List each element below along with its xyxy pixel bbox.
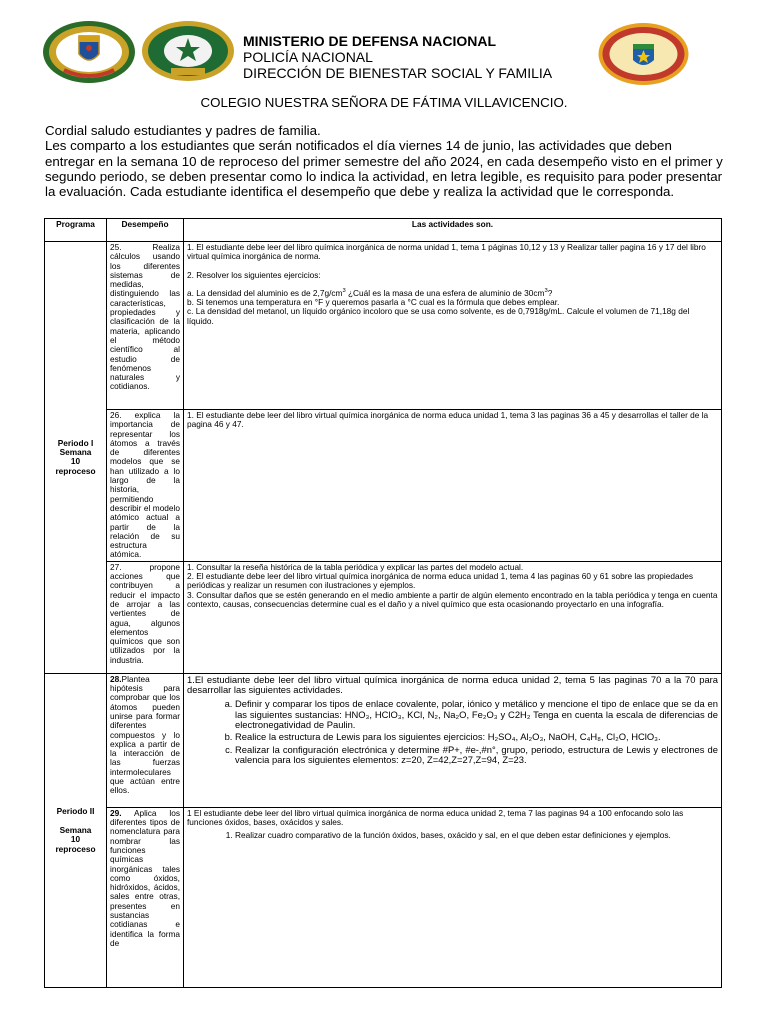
colegio-fatima-seal (597, 22, 690, 86)
period-label-line: reproceso (55, 843, 96, 854)
ministry-name: MINISTERIO DE DEFENSA NACIONAL (243, 33, 497, 49)
actividades-29 (184, 807, 722, 987)
activities-table (44, 218, 722, 988)
desempeno-number: 29. (110, 807, 122, 818)
activity-item: 1. Realizar cuadro comparativo de la función óxidos, bases, oxácido y sal, en el que deben estar definiciones y ejemplos. (235, 831, 718, 840)
bienestar-social-seal (141, 20, 235, 82)
actividades-26 (184, 410, 722, 562)
activity-text: a. La densidad del aluminio es de $2,7g/cm^3$ ¿Cuál es la masa de una esfera de aluminio de $30cm^3$? (187, 287, 553, 298)
period-label-line: reproceso (55, 465, 96, 476)
policia-nacional-seal (42, 20, 136, 84)
desempeno-25: 25. Realiza cálculos usando los diferentes sistemas de medidas, distinguiendo las características, propiedades y clasificación de la materia, aplicando el método científico al estudio de fenómenos naturales y cotidianos. (107, 242, 184, 410)
desempeno-26: 26. explica la importancia de representar los átomos a través de diferentes modelos que se han utilizado a lo largo de la historia, permitiendo describir el modelo atómico actual a partir de la relación de su estructura atómica. (107, 410, 184, 562)
activity-list (187, 699, 718, 765)
ministry-heading (243, 33, 583, 81)
desempeno-29 (107, 807, 184, 987)
actividades-27 (184, 561, 722, 673)
activity-text: 1.El estudiante debe leer del libro virtual química inorgánica de norma educa unidad 2, tema 5 las paginas 70 a la 70 para desarrollar las siguientes actividades. (187, 673, 718, 696)
table-row (45, 807, 722, 987)
activity-list (187, 831, 718, 840)
period-label-line: 10 (70, 456, 81, 467)
desempeno-text: Aplica los diferentes tipos de nomenclatura para nombrar las funciones químicas inorgánicas tales como óxidos, hidróxidos, ácidos, sales entre otras, presentes en sustancias cotidianas e identifica la forma de (110, 807, 180, 948)
period-label-line: Periodo I (57, 437, 94, 448)
intro-text (45, 123, 725, 199)
table-row (45, 561, 722, 673)
activity-text: 3. Consultar daños que se estén generando en el medio ambiente a partir de algún elemento encontrado en la tabla periódica y tenga en cuenta contexto, causas, consecuencias determine cual es el daño y a nivel químico que esta ocasionando proyectarlo en una infografía. (187, 589, 718, 609)
desempeno-27: 27. propone acciones que contribuyen a reducir el impacto de arrojar a las vertientes de agua, algunos elementos químicos que son utilizados por la industria. (107, 561, 184, 673)
activity-text-part: ? (547, 287, 553, 298)
activity-item: a. Definir y comparar los tipos de enlace covalente, polar, iónico y metálico y mencione el tipo de enlace que se da en las siguientes sustancias: HNO₃, HClO₃, KCl, N₂, Na₂O, Fe₂O₃ y C2H₂ Tenga en cuenta la escala de diferencias de electronegatividad de Paulin. (235, 699, 718, 730)
period-label-line: Semana (59, 824, 92, 835)
table-header-row (45, 219, 722, 242)
activity-text: 1 El estudiante debe leer del libro virtual química inorgánica de norma educa unidad 2, tema 7 las paginas 94 a 100 enfocando solo las funciones óxidos, bases, oxácidos y sales. (187, 807, 684, 828)
actividades-25 (184, 242, 722, 410)
activity-text-part: a. La densidad del aluminio es de 2,7g/cm (187, 287, 343, 298)
page-header (0, 0, 768, 90)
period-2-label (48, 807, 103, 854)
table-row (45, 410, 722, 562)
desempeno-28 (107, 673, 184, 807)
directorate-name: DIRECCIÓN DE BIENESTAR SOCIAL Y FAMILIA (243, 65, 553, 81)
activity-text: 2. Resolver los siguientes ejercicios: (187, 269, 321, 280)
period-label-line: Semana (59, 447, 92, 458)
desempeno-text: Plantea hipótesis para comprobar que los átomos pueden unirse para formar diferentes compuestos y lo explica a partir de la interacción de las fuerzas intermoleculares que actúan entre ellos. (110, 673, 180, 796)
activity-item: b. Realice la estructura de Lewis para los siguientes ejercicios: H₂SO₄, Al₂O₃, NaOH, C₄H₈, Cl₂O, HClO₃. (235, 732, 718, 742)
activity-text: 2. El estudiante debe leer del libro virtual química inorgánica de norma educa unidad 1, tema 4 las paginas 60 y 61 sobre las propiedades periódicas y realizar un resumen con ilustraciones y ejemplos. (187, 571, 693, 591)
desempeno-number: 28. (110, 673, 122, 684)
police-name: POLICÍA NACIONAL (243, 49, 373, 65)
period-label-line: Periodo II (56, 805, 95, 816)
school-title: COLEGIO NUESTRA SEÑORA DE FÁTIMA VILLAVICENCIO. (200, 95, 568, 110)
intro-body: Les comparto a los estudiantes que serán notificados el día viernes 14 de junio, las actividades que deben entregar en la semana 10 de reproceso del primer semestre del año 2024, en cada desempeño visto en el primer y segundo periodo, se deben presentar como lo indica la actividad, en letra legible, es requisito para poder presentar la evaluación. Cada estudiante identifica el desempeño que debe y realiza la actividad que le corresponda. (45, 138, 723, 200)
activity-text: 1. El estudiante debe leer del libro virtual química inorgánica de norma educa unidad 1, tema 3 las paginas 36 a 45 y desarrollas el taller de la pagina 46 y 47. (187, 410, 709, 430)
activity-text-part: ¿Cuál es la masa de una esfera de aluminio de 30cm (345, 287, 545, 298)
period-1-label (48, 439, 103, 476)
activity-item: c. Realizar la configuración electrónica y determine #P+, #e-,#n°, grupo, periodo, estructura de Lewis y electrones de valencia para los siguientes elementos: z=20, Z=42,Z=27,Z=94, Z=23. (235, 745, 718, 766)
header-programa: Programa (45, 219, 107, 242)
actividades-28 (184, 673, 722, 807)
table-row (45, 242, 722, 410)
period-1-cell (45, 242, 107, 674)
activity-text: 1. Consultar la reseña histórica de la tabla periódica y explicar las partes del modelo actual. (187, 561, 524, 572)
activity-text: c. La densidad del metanol, un líquido orgánico incoloro que se usa como solvente, es de 0,7918g/mL. Calcule el volumen de 71,18g del líquido. (187, 306, 690, 326)
activity-text: 1. El estudiante debe leer del libro química inorgánica de norma unidad 1, tema 1 páginas 10,12 y 13 y Realizar taller pagina 16 y 17 del libro virtual química inorgánica de norma. (187, 242, 706, 262)
activity-text: b. Si tenemos una temperatura en °F y queremos pasarla a °C cual es la fórmula que debes emplear. (187, 297, 560, 308)
table-row (45, 673, 722, 807)
period-2-cell (45, 673, 107, 987)
greeting: Cordial saludo estudiantes y padres de familia. (45, 123, 321, 138)
header-desempeno: Desempeño (107, 219, 184, 242)
header-actividades: Las actividades son. (184, 219, 722, 242)
period-label-line: 10 (70, 834, 81, 845)
